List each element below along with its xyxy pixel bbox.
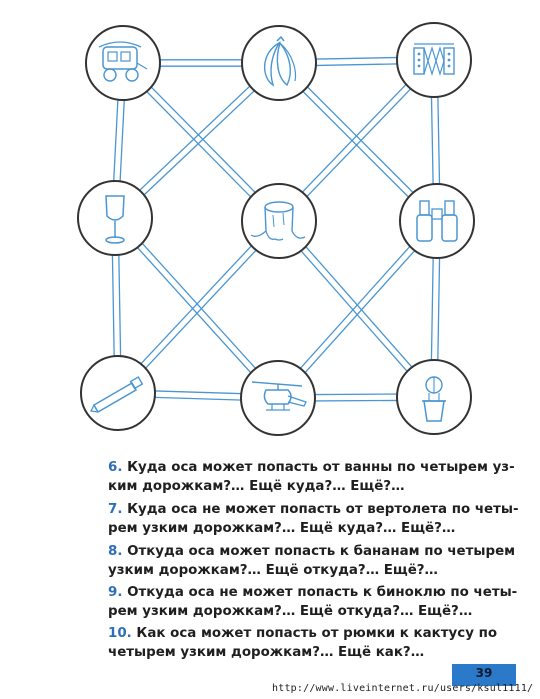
question-text-cont: рем узким дорожкам?… Ещё куда?… Ещё?…: [108, 521, 456, 536]
node-bottom_left: [81, 356, 155, 430]
question-number: 6.: [108, 460, 123, 475]
picture-nodes: [78, 23, 474, 435]
node-center: [242, 184, 316, 258]
question-6: [108, 458, 515, 496]
question-10: [108, 624, 508, 662]
node-top_middle: [242, 26, 316, 100]
node-top_right: [397, 23, 471, 97]
question-text: Как оса может попасть от рюмки к кактусу по: [131, 626, 498, 641]
node-bottom_right: [397, 360, 471, 434]
question-text: Откуда оса может попасть к бананам по четырем: [122, 544, 516, 559]
question-text-cont: четырем узким дорожкам?… Ещё как?…: [108, 645, 425, 660]
node-bottom_middle: [241, 361, 315, 435]
node-middle_right: [400, 184, 474, 258]
question-number: 9.: [108, 585, 123, 600]
question-number: 8.: [108, 544, 123, 559]
page-number-badge: 39: [452, 664, 516, 686]
node-middle_left: [78, 181, 152, 255]
question-9: [108, 583, 518, 621]
question-text-cont: рем узким дорожкам?… Ещё откуда?… Ещё?…: [108, 604, 473, 619]
question-text: Куда оса может попасть от ванны по четырем уз-: [122, 460, 515, 475]
question-text-cont: узким дорожкам?… Ещё откуда?… Ещё?…: [108, 563, 438, 578]
question-7: [108, 500, 519, 538]
question-text-cont: ким дорожкам?… Ещё куда?… Ещё?…: [108, 479, 405, 494]
question-number: 7.: [108, 502, 123, 517]
node-top_left: [86, 26, 160, 100]
question-8: [108, 542, 516, 580]
question-number: 10.: [108, 626, 132, 641]
watermark-url: http://www.liveinternet.ru/users/ksul1111/: [272, 683, 534, 694]
question-text: Откуда оса не может попасть к биноклю по четы-: [122, 585, 518, 600]
question-text: Куда оса не может попасть от вертолета по четы-: [122, 502, 519, 517]
